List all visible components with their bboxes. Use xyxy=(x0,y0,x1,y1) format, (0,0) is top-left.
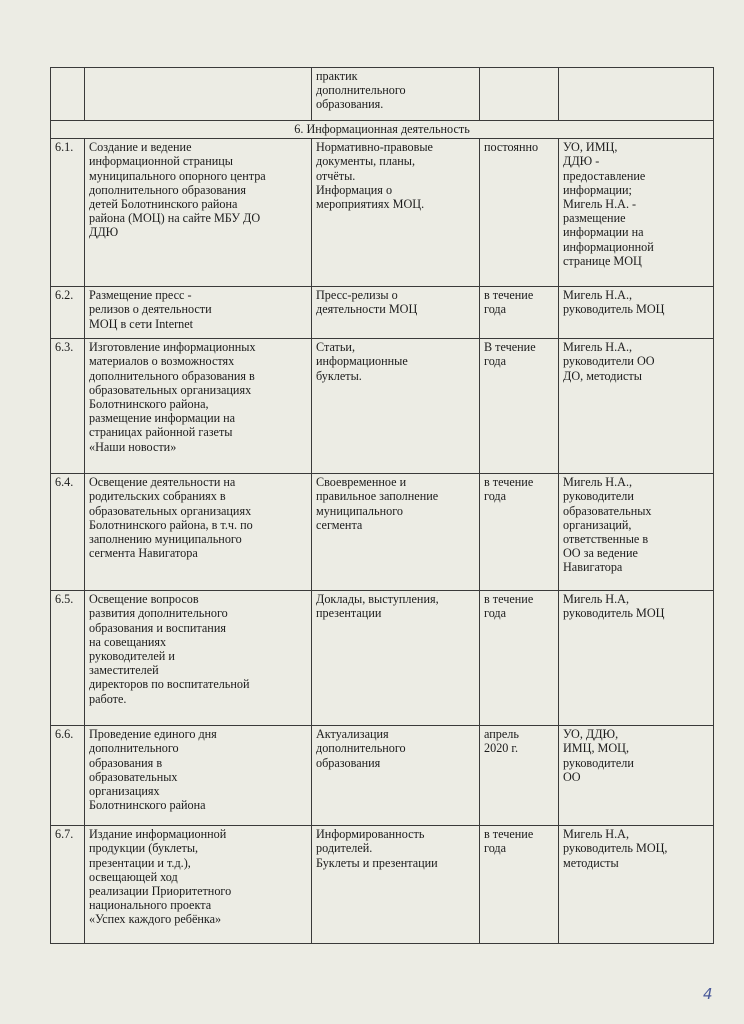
term: постоянно xyxy=(480,139,559,287)
row-number: 6.2. xyxy=(51,287,85,339)
term: в течение года xyxy=(480,287,559,339)
responsible: УО, ИМЦ, ДДЮ - предоставление информации; Мигель Н.А. - размещение информации на информационной странице МОЦ xyxy=(559,139,714,287)
responsible: Мигель Н.А, руководитель МОЦ xyxy=(559,591,714,726)
responsible: Мигель Н.А, руководитель МОЦ, методисты xyxy=(559,826,714,944)
responsible: УО, ДДЮ, ИМЦ, МОЦ, руководители ОО xyxy=(559,726,714,826)
page-number: 4 xyxy=(703,985,713,1003)
table-row xyxy=(51,591,714,726)
term: в течение года xyxy=(480,474,559,591)
activity-name: Размещение пресс - релизов о деятельности МОЦ в сети Internet xyxy=(85,287,312,339)
expected-result: Нормативно-правовые документы, планы, отчёты. Информация о мероприятиях МОЦ. xyxy=(312,139,480,287)
term: апрель 2020 г. xyxy=(480,726,559,826)
table-row xyxy=(51,339,714,474)
activity-name: Изготовление информационных материалов о возможностях дополнительного образования в образовательных организациях Болотнинского района, размещение информации на страницах районной газеты «Наши новости» xyxy=(85,339,312,474)
section-header-row xyxy=(51,121,714,139)
table-row xyxy=(51,139,714,287)
table-row xyxy=(51,68,714,121)
responsible: Мигель Н.А., руководители ОО ДО, методисты xyxy=(559,339,714,474)
term: в течение года xyxy=(480,591,559,726)
table-row xyxy=(51,287,714,339)
row-number: 6.6. xyxy=(51,726,85,826)
expected-result: Информированность родителей. Буклеты и презентации xyxy=(312,826,480,944)
activity-name: Освещение деятельности на родительских собраниях в образовательных организациях Болотнинского района, в т.ч. по заполнению муниципального сегмента Навигатора xyxy=(85,474,312,591)
row-number xyxy=(51,68,85,121)
term: в течение года xyxy=(480,826,559,944)
row-number: 6.5. xyxy=(51,591,85,726)
responsible: Мигель Н.А., руководители образовательных организаций, ответственные в ОО за ведение Навигатора xyxy=(559,474,714,591)
term: В течение года xyxy=(480,339,559,474)
section-title: 6. Информационная деятельность xyxy=(51,121,714,139)
expected-result: Актуализация дополнительного образования xyxy=(312,726,480,826)
expected-result: Статьи, информационные буклеты. xyxy=(312,339,480,474)
activity-name: Проведение единого дня дополнительного образования в образовательных организациях Болотнинского района xyxy=(85,726,312,826)
activity-name: Издание информационной продукции (буклеты, презентации и т.д.), освещающей ход реализации Приоритетного национального проекта «Успех каждого ребёнка» xyxy=(85,826,312,944)
expected-result: практик дополнительного образования. xyxy=(312,68,480,121)
activity-name: Освещение вопросов развития дополнительного образования и воспитания на совещаниях руководителей и заместителей директоров по воспитательной работе. xyxy=(85,591,312,726)
row-number: 6.3. xyxy=(51,339,85,474)
activity-name: Создание и ведение информационной страницы муниципального опорного центра дополнительного образования детей Болотнинского района района (МОЦ) на сайте МБУ ДО ДДЮ xyxy=(85,139,312,287)
activity-name xyxy=(85,68,312,121)
expected-result: Доклады, выступления, презентации xyxy=(312,591,480,726)
responsible: Мигель Н.А., руководитель МОЦ xyxy=(559,287,714,339)
expected-result: Пресс-релизы о деятельности МОЦ xyxy=(312,287,480,339)
table-row xyxy=(51,726,714,826)
table-row xyxy=(51,474,714,591)
row-number: 6.1. xyxy=(51,139,85,287)
row-number: 6.7. xyxy=(51,826,85,944)
term xyxy=(480,68,559,121)
expected-result: Своевременное и правильное заполнение муниципального сегмента xyxy=(312,474,480,591)
activity-table xyxy=(50,67,714,944)
responsible xyxy=(559,68,714,121)
row-number: 6.4. xyxy=(51,474,85,591)
table-row xyxy=(51,826,714,944)
